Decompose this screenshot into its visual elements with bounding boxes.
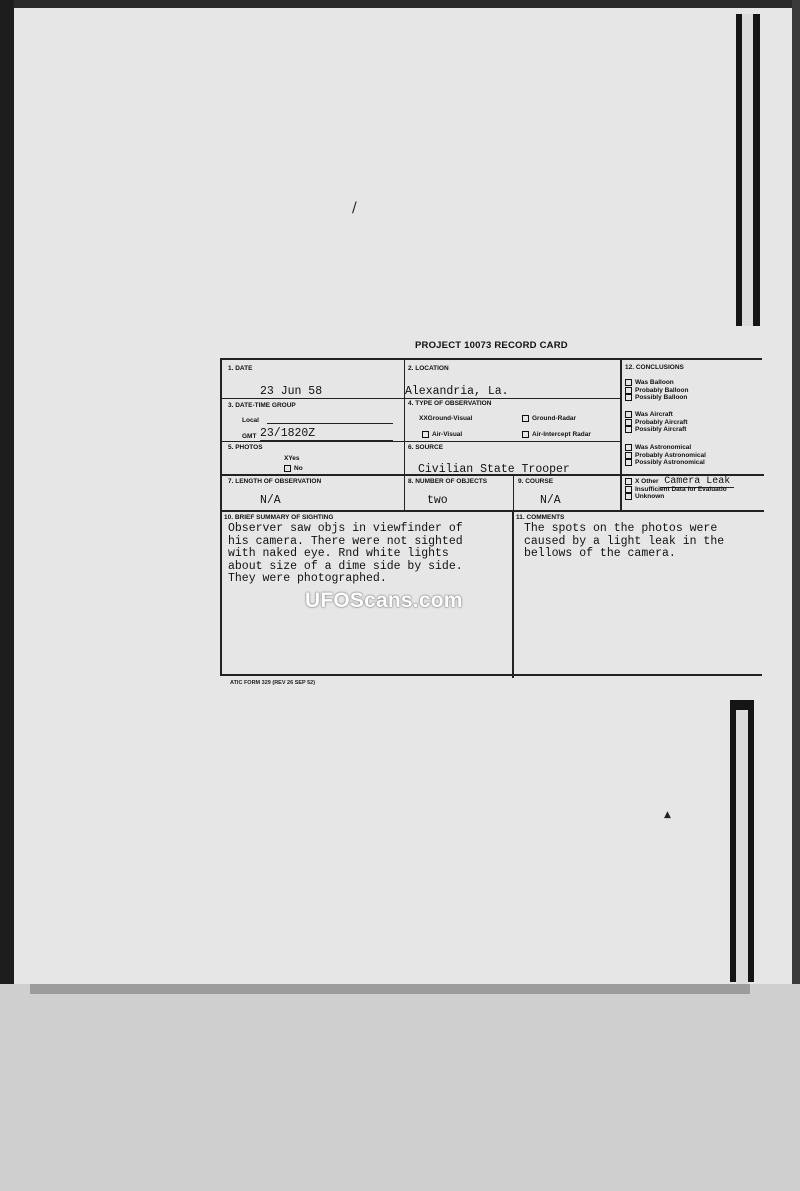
length-of-observation-value: N/A	[260, 494, 281, 507]
card-title: PROJECT 10073 RECORD CARD	[415, 340, 568, 351]
comments-text: The spots on the photos were caused by a light leak in the bellows of the camera.	[524, 522, 725, 560]
photos-yes-option: XYes	[284, 455, 300, 462]
photos-no-option: No	[284, 465, 303, 472]
conclusion-other-label: X Other	[635, 478, 659, 486]
film-edge-bar-bottom	[730, 700, 754, 982]
ground-radar-option: Ground-Radar	[522, 415, 576, 422]
source-value: Civilian State Trooper	[418, 463, 570, 476]
number-of-objects-label: 8. NUMBER OF OBJECTS	[408, 478, 488, 485]
ground-visual-option: XXGround-Visual	[419, 415, 473, 422]
air-visual-option: Air-Visual	[422, 431, 462, 438]
local-label: Local	[242, 417, 259, 424]
conclusions-other-group: X Other Camera Leak Insufficient Data for Evaluatio Unknown	[625, 478, 734, 501]
air-intercept-radar-option: Air-Intercept Radar	[522, 431, 591, 438]
film-left-edge	[0, 0, 14, 984]
conclusions-label: 12. CONCLUSIONS	[625, 364, 684, 371]
stray-mark: /	[352, 200, 357, 216]
course-label: 9. COURSE	[518, 478, 554, 485]
course-value: N/A	[540, 494, 561, 507]
stray-arrow-mark: ▲	[664, 810, 671, 820]
date-value: 23 Jun 58	[260, 385, 323, 398]
film-edge-bar-top	[736, 14, 760, 326]
record-card	[220, 358, 762, 676]
date-time-group-label: 3. DATE-TIME GROUP	[228, 402, 296, 409]
gmt-label: GMT	[242, 433, 257, 440]
number-of-objects-value: two	[427, 494, 448, 507]
source-label: 6. SOURCE	[408, 444, 444, 451]
watermark: UFOScans.com	[305, 589, 463, 612]
film-right-edge	[792, 0, 800, 984]
photos-label: 5. PHOTOS	[228, 444, 263, 451]
conclusions-aircraft-group: Was Aircraft Probably Aircraft Possibly Aircraft	[625, 411, 688, 434]
conclusions-balloon-group: Was Balloon Probably Balloon Possibly Balloon	[625, 379, 688, 402]
gmt-value: 23/1820Z	[260, 427, 316, 440]
form-identifier: ATIC FORM 329 (REV 26 SEP 52)	[230, 680, 316, 686]
brief-summary-text: Observer saw objs in viewfinder of his camera. There were not sighted with naked eye. Rnd white lights about size of a dime side by side. They were photographed.	[228, 522, 463, 585]
length-of-observation-label: 7. LENGTH OF OBSERVATION	[228, 478, 322, 485]
type-of-observation-label: 4. TYPE OF OBSERVATION	[408, 400, 492, 407]
comments-label: 11. COMMENTS	[516, 514, 565, 521]
date-label: 1. DATE	[228, 365, 253, 372]
brief-summary-label: 10. BRIEF SUMMARY OF SIGHTING	[224, 514, 334, 521]
conclusion-other-value: Camera Leak	[660, 476, 734, 488]
location-value: Alexandria, La.	[405, 385, 509, 398]
location-label: 2. LOCATION	[408, 365, 449, 372]
conclusions-astronomical-group: Was Astronomical Probably Astronomical Possibly Astronomical	[625, 444, 706, 467]
lower-film-strip	[0, 984, 800, 1191]
